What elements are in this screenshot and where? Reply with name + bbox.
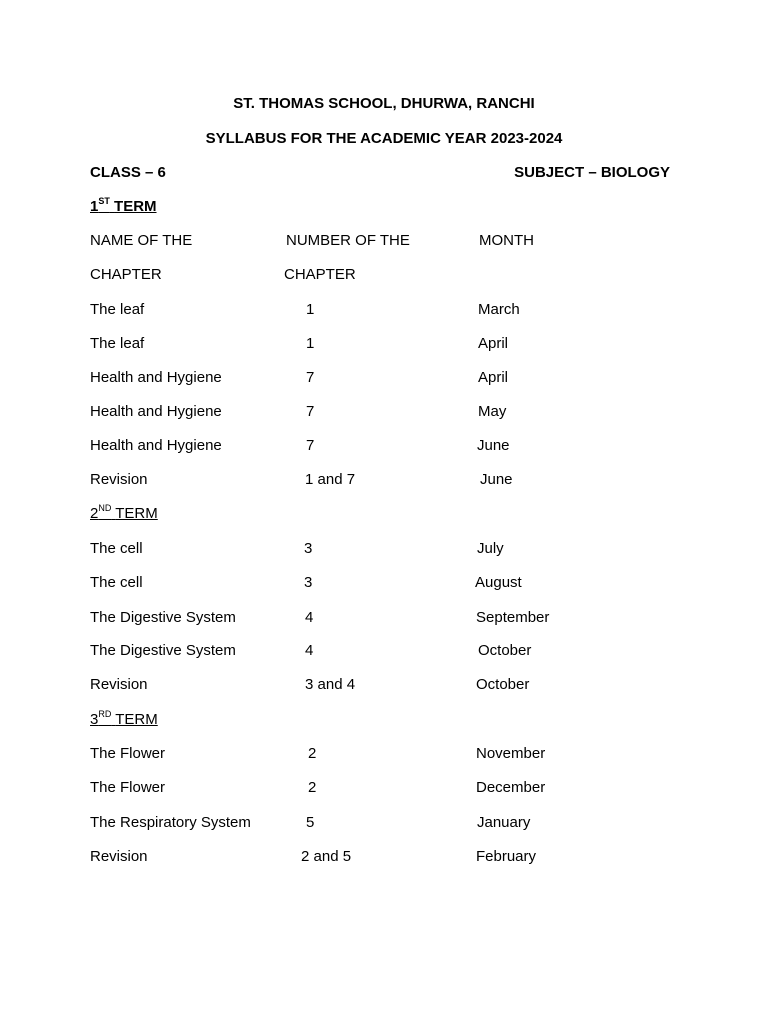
table-row xyxy=(0,539,768,559)
chapter-month: January xyxy=(477,814,531,831)
term-1-number: 1 xyxy=(90,198,99,215)
term-heading-2 xyxy=(0,504,768,524)
chapter-number: 7 xyxy=(306,369,315,386)
chapter-month: July xyxy=(477,540,504,557)
chapter-number: 1 and 7 xyxy=(305,471,356,488)
chapter-number: 2 xyxy=(308,779,317,796)
term-heading-1 xyxy=(0,197,768,217)
chapter-name: Revision xyxy=(90,676,148,693)
chapter-name: Health and Hygiene xyxy=(90,403,222,420)
term-heading-3 xyxy=(0,710,768,730)
chapter-month: June xyxy=(480,471,513,488)
col-number-header-cont: CHAPTER xyxy=(284,266,356,283)
syllabus-title-line xyxy=(0,129,768,149)
col-number-header: NUMBER OF THE xyxy=(286,232,410,249)
chapter-name: The leaf xyxy=(90,335,145,352)
chapter-name: The cell xyxy=(90,540,143,557)
chapter-month: October xyxy=(476,676,530,693)
table-row xyxy=(0,744,768,764)
class-subject-line xyxy=(0,163,768,183)
subject-label: SUBJECT – BIOLOGY xyxy=(514,164,670,181)
chapter-name: The Digestive System xyxy=(90,609,236,626)
term-3-suffix: RD xyxy=(98,709,112,719)
chapter-month: December xyxy=(476,779,546,796)
chapter-name: The cell xyxy=(90,574,143,591)
table-row xyxy=(0,402,768,422)
chapter-name: Revision xyxy=(90,848,148,865)
chapter-number: 3 and 4 xyxy=(305,676,356,693)
term-3-title xyxy=(90,710,158,730)
table-row xyxy=(0,778,768,798)
chapter-month: June xyxy=(477,437,510,454)
chapter-number: 7 xyxy=(306,437,315,454)
chapter-name: The Digestive System xyxy=(90,642,236,659)
chapter-month: April xyxy=(478,335,509,352)
chapter-name: The Flower xyxy=(90,779,166,796)
term-1-suffix: ST xyxy=(98,196,110,206)
chapter-number: 7 xyxy=(306,403,315,420)
term-2-number: 2 xyxy=(90,505,99,522)
table-row xyxy=(0,608,768,628)
table-row xyxy=(0,573,768,593)
chapter-month: November xyxy=(476,745,546,762)
syllabus-title: SYLLABUS FOR THE ACADEMIC YEAR 2023-2024 xyxy=(205,130,563,147)
term-1-title xyxy=(90,197,157,217)
column-header-line-1 xyxy=(0,231,768,251)
term-2-title xyxy=(90,504,158,524)
table-row xyxy=(0,470,768,490)
chapter-number: 2 and 5 xyxy=(301,848,352,865)
col-name-header: NAME OF THE xyxy=(90,232,193,249)
chapter-month: February xyxy=(476,848,537,865)
chapter-name: Revision xyxy=(90,471,148,488)
school-title-line xyxy=(0,94,768,114)
col-name-header-cont: CHAPTER xyxy=(90,266,162,283)
table-row xyxy=(0,368,768,388)
chapter-month: May xyxy=(478,403,507,420)
class-label: CLASS – 6 xyxy=(90,164,166,181)
chapter-number: 4 xyxy=(305,609,314,626)
chapter-number: 4 xyxy=(305,642,314,659)
chapter-month: August xyxy=(475,574,522,591)
table-row xyxy=(0,300,768,320)
chapter-month: October xyxy=(478,642,532,659)
term-3-word: TERM xyxy=(115,711,158,728)
chapter-number: 5 xyxy=(306,814,315,831)
term-2-word: TERM xyxy=(115,505,158,522)
chapter-number: 1 xyxy=(306,335,315,352)
chapter-name: The Respiratory System xyxy=(90,814,251,831)
table-row xyxy=(0,641,768,661)
chapter-number: 1 xyxy=(306,301,315,318)
table-row xyxy=(0,675,768,695)
table-row xyxy=(0,334,768,354)
col-month-header: MONTH xyxy=(479,232,534,249)
chapter-month: September xyxy=(476,609,550,626)
chapter-number: 3 xyxy=(304,540,313,557)
table-row xyxy=(0,813,768,833)
term-1-word: TERM xyxy=(114,198,157,215)
term-2-suffix: ND xyxy=(98,503,112,513)
school-title: ST. THOMAS SCHOOL, DHURWA, RANCHI xyxy=(233,95,535,112)
chapter-month: March xyxy=(478,301,520,318)
table-row xyxy=(0,436,768,456)
chapter-number: 3 xyxy=(304,574,313,591)
table-row xyxy=(0,847,768,867)
chapter-number: 2 xyxy=(308,745,317,762)
chapter-name: Health and Hygiene xyxy=(90,369,222,386)
term-3-number: 3 xyxy=(90,711,99,728)
chapter-month: April xyxy=(478,369,509,386)
chapter-name: The Flower xyxy=(90,745,166,762)
chapter-name: The leaf xyxy=(90,301,145,318)
column-header-line-2 xyxy=(0,265,768,285)
chapter-name: Health and Hygiene xyxy=(90,437,222,454)
